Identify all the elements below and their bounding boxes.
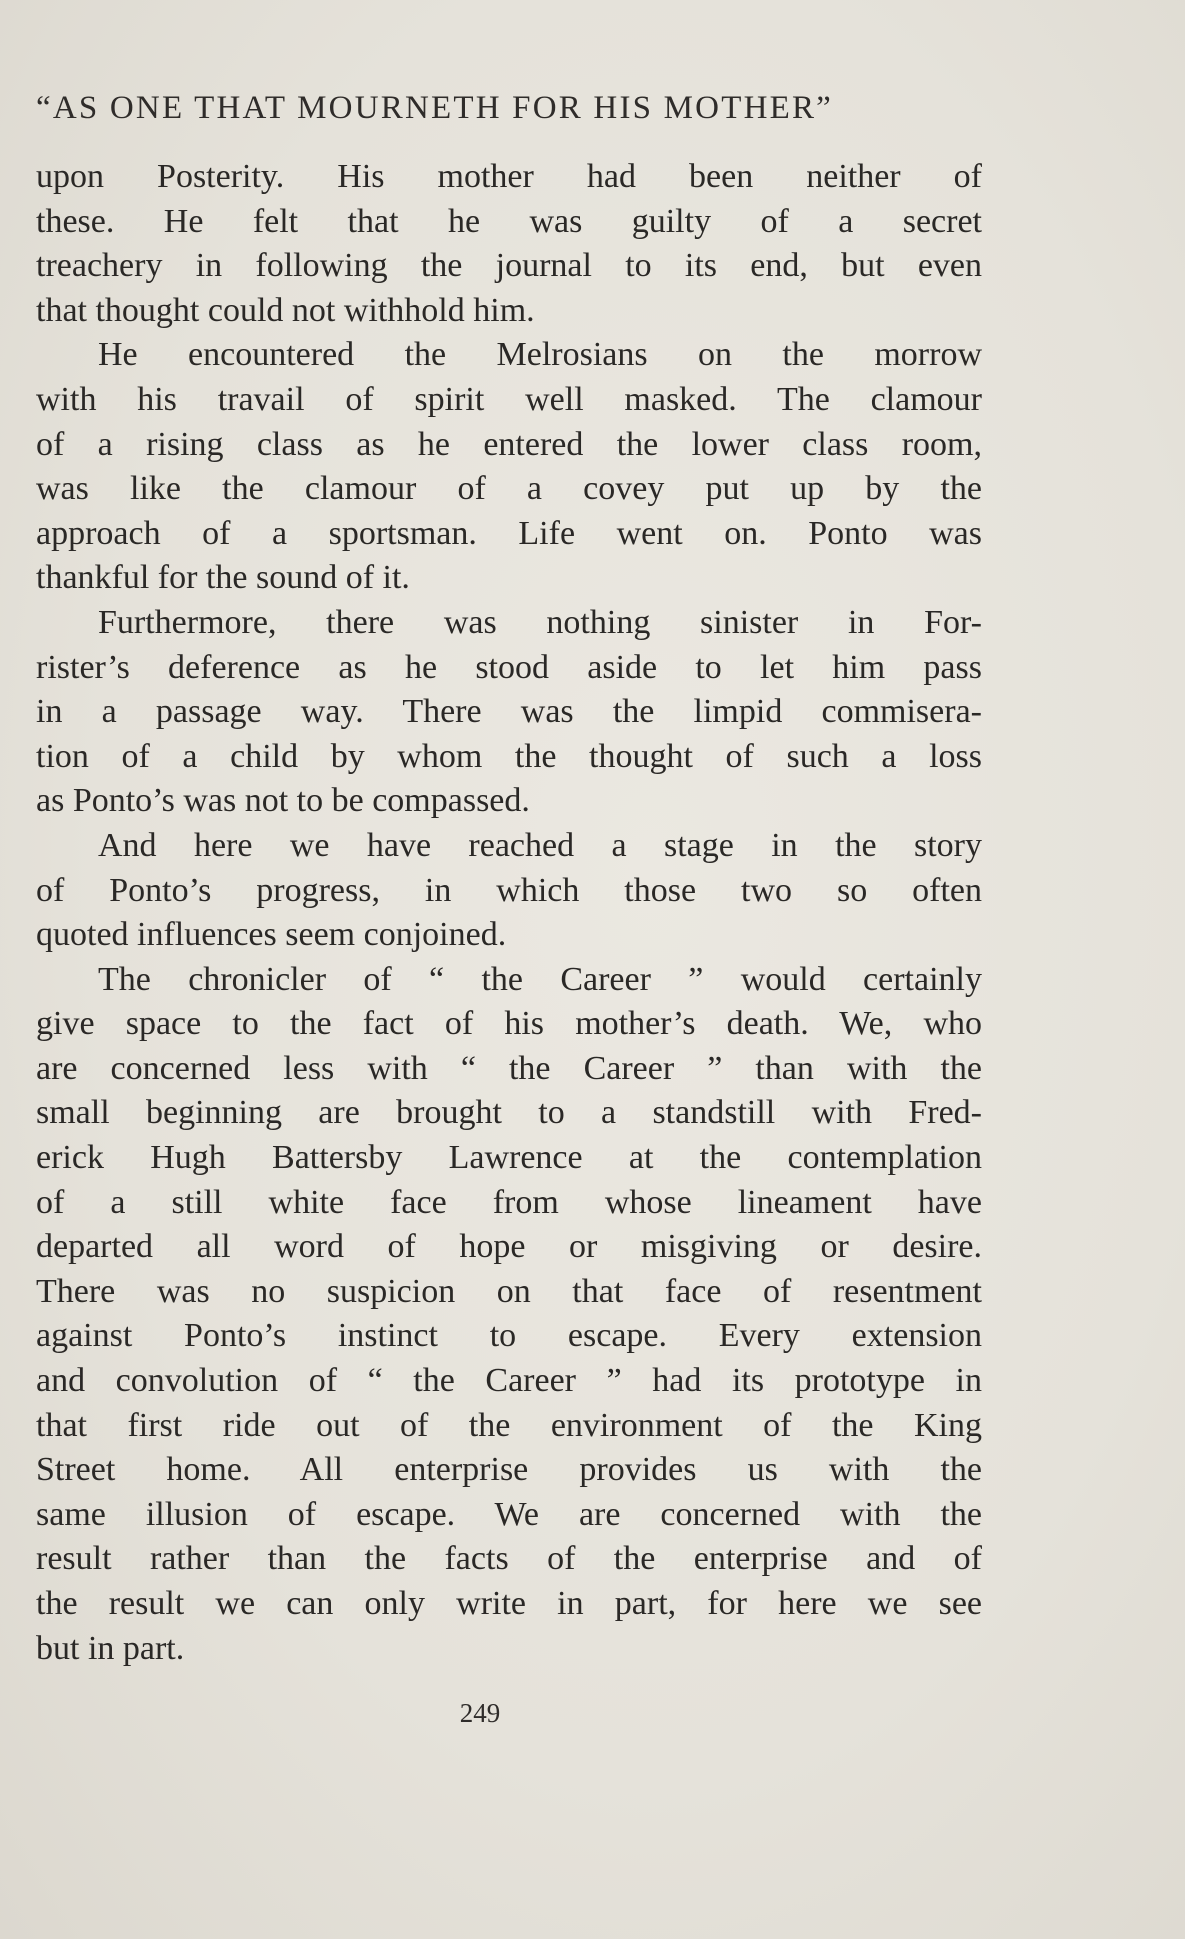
text-line: these. He felt that he was guilty of a secret — [36, 202, 982, 240]
text-line: against Ponto’s instinct to escape. Every extension — [36, 1317, 982, 1355]
text-line: that thought could not withhold him. — [36, 291, 535, 329]
text-line: approach of a sportsman. Life went on. Ponto was — [36, 514, 982, 552]
text-line: quoted influences seem conjoined. — [36, 916, 507, 954]
text-line: and convolution of “ the Career ” had its prototype in — [36, 1362, 982, 1400]
text-line: same illusion of escape. We are concerned with the — [36, 1495, 982, 1533]
text-line: result rather than the facts of the enterprise and of — [36, 1540, 982, 1578]
text-line: The chronicler of “ the Career ” would certainly — [98, 960, 982, 998]
text-line: Street home. All enterprise provides us with the — [36, 1451, 982, 1489]
running-head: “AS ONE THAT MOURNETH FOR HIS MOTHER” — [36, 90, 834, 126]
text-line: give space to the fact of his mother’s death. We, who — [36, 1005, 982, 1043]
text-line: as Ponto’s was not to be compassed. — [36, 782, 530, 820]
text-line: of Ponto’s progress, in which those two so often — [36, 871, 982, 909]
text-line: in a passage way. There was the limpid commisera- — [36, 693, 982, 731]
page-number: 249 — [459, 1698, 501, 1728]
text-line: And here we have reached a stage in the story — [98, 826, 982, 864]
text-line: treachery in following the journal to its end, but even — [36, 247, 982, 285]
text-line: of a still white face from whose lineament have — [36, 1183, 982, 1221]
body-text — [36, 155, 982, 1671]
text-line: with his travail of spirit well masked. The clamour — [36, 380, 982, 418]
text-line: departed all word of hope or misgiving or desire. — [36, 1228, 982, 1266]
text-line: Furthermore, there was nothing sinister in For- — [98, 603, 982, 641]
text-line: erick Hugh Battersby Lawrence at the contemplation — [36, 1139, 982, 1177]
text-line: He encountered the Melrosians on the morrow — [98, 336, 982, 374]
text-line: was like the clamour of a covey put up by the — [36, 470, 982, 508]
text-line: thankful for the sound of it. — [36, 559, 410, 597]
text-line: rister’s deference as he stood aside to let him pass — [36, 648, 982, 686]
text-line: upon Posterity. His mother had been neither of — [36, 158, 982, 195]
text-line: that first ride out of the environment of the King — [36, 1406, 982, 1444]
text-line: the result we can only write in part, for here we see — [36, 1585, 982, 1622]
text-line: are concerned less with “ the Career ” than with the — [36, 1049, 982, 1087]
text-line: of a rising class as he entered the lower class room, — [36, 425, 982, 463]
text-line: small beginning are brought to a standstill with Fred- — [36, 1094, 982, 1132]
text-line: but in part. — [36, 1629, 185, 1667]
text-line: There was no suspicion on that face of resentment — [36, 1272, 982, 1310]
text-line: tion of a child by whom the thought of such a loss — [36, 737, 982, 775]
